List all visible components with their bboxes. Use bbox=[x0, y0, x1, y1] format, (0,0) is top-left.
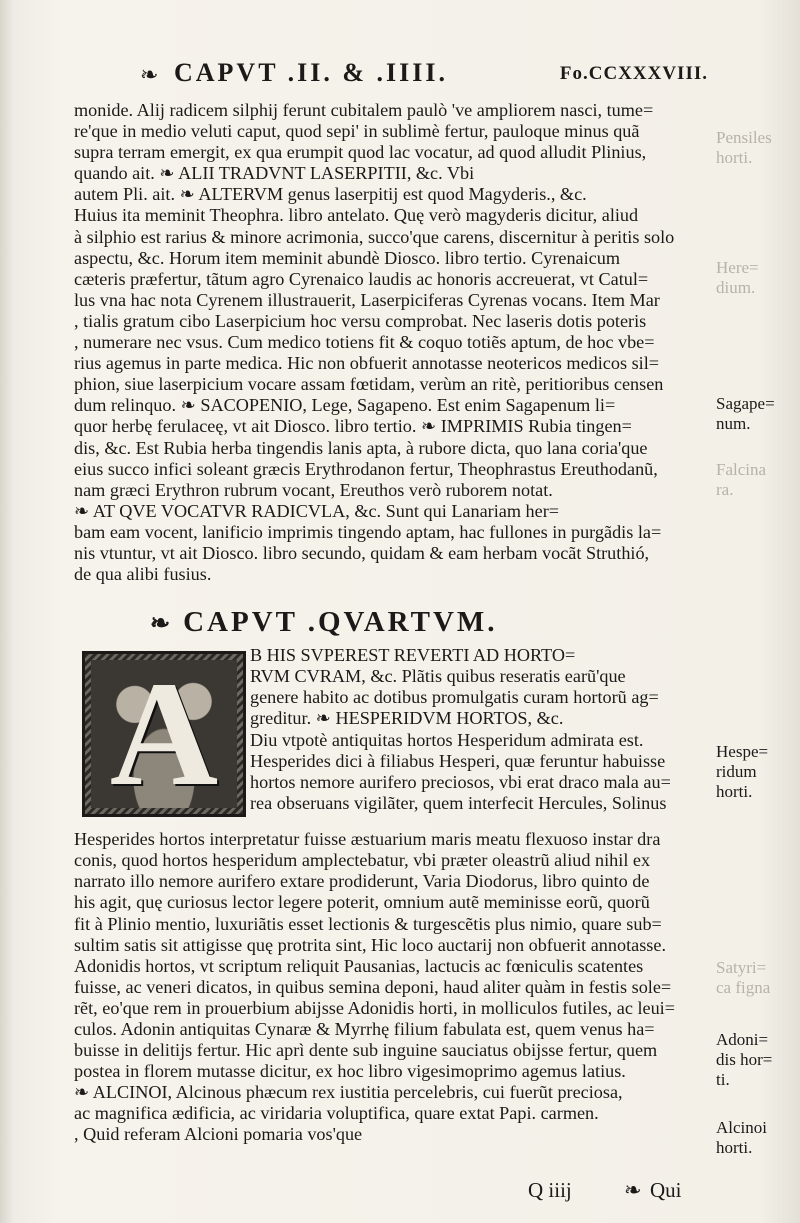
text-line: , numerare nec vsus. Cum medico totiens fit & coquo totiẽs aptum, de hoc vbe= bbox=[74, 332, 655, 353]
margin-note-sagapenum: Sagape= num. bbox=[716, 394, 775, 433]
running-title: CAPVT .II. & .IIII. bbox=[174, 58, 448, 87]
text-line: cæteris præfertur, tãtum agro Cyrenaico laudis ac honoris accreuerat, vt Catul= bbox=[74, 268, 649, 289]
text-line: de qua alibi fusius. bbox=[74, 564, 212, 585]
text-line: ❧ AT QVE VOCATVR RADICVLA, &c. Sunt qui Lanariam her= bbox=[74, 500, 560, 521]
margin-note-falcinarum: Falcina ra. bbox=[716, 460, 767, 499]
text-line: autem Pli. ait. ❧ ALTERVM genus laserpitij est quod Magyderis., &c. bbox=[74, 184, 587, 205]
text-line: nis vtuntur, vt ait Diosco. libro secundo, quidam & eam herbam vocãt Struthió, bbox=[74, 542, 650, 563]
main-text-block bbox=[74, 100, 704, 1146]
initial-paragraph bbox=[74, 645, 704, 829]
text-line: RVM CVRAM, &c. Plãtis quibus reseratis earũ'que bbox=[250, 666, 626, 687]
text-line: sultim satis sit attigisse quę protrita sint, Hic loco auctarij non obfuerit annotasse. bbox=[74, 934, 666, 955]
text-line: dum relinquo. ❧ SACOPENIO, Lege, Sagapeno. Est enim Sagapenum li= bbox=[74, 395, 616, 416]
margin-note-hesperidum: Hespe= ridum horti. bbox=[716, 742, 769, 801]
text-line: Huius ita meminit Theophra. libro antelato. Quę verò magyderis dicitur, aliud bbox=[74, 205, 639, 226]
text-line: fit à Plinio mentio, luxuriãtis esset lectionis & turgescẽtis plus nimio, quare sub= bbox=[74, 913, 662, 934]
text-line: culos. Adonin antiquitas Cynaræ & Myrrhę filium fabulata est, quem venus ha= bbox=[74, 1019, 655, 1039]
text-line: genere habito ac dotibus promulgatis curam hortorũ ag= bbox=[250, 687, 659, 708]
page-footer bbox=[500, 1176, 700, 1206]
commentary-text-bottom bbox=[74, 829, 704, 1145]
decorated-initial-woodcut bbox=[82, 651, 246, 817]
text-line: re'que in medio veluti caput, quod sepi' in sublimè fertur, pauloque minus quã bbox=[74, 121, 640, 142]
text-line: eius succo infici soleant græcis Erythrodanon fertur, Theophrastus Ereuthodanũ, bbox=[74, 458, 658, 479]
text-line: rius agemus in parte medica. Hic non obfuerit annotasse neotericos medicos sil= bbox=[74, 353, 660, 374]
text-line: quor herbę ferulaceę, vt ait Diosco. libro tertio. ❧ IMPRIMIS Rubia tingen= bbox=[74, 416, 632, 437]
text-line: his agit, quę curiosus lector legere poterit, omnium autẽ meminisse eorũ, quorũ bbox=[74, 892, 650, 913]
commentary-text-top bbox=[74, 100, 704, 585]
margin-note-alcinoi: Alcinoi horti. bbox=[716, 1118, 767, 1157]
text-line: dis, &c. Est Rubia herba tingendis lanis apta, à rubore dicta, quo lana coria'que bbox=[74, 437, 648, 458]
text-line: ac magnifica ædificia, ac viridaria voluptifica, quare extat Papi. carmen. bbox=[74, 1103, 599, 1124]
text-line: greditur. ❧ HESPERIDVM HORTOS, &c. bbox=[250, 708, 564, 729]
initial-paragraph-lines bbox=[250, 645, 706, 814]
text-line: B HIS SVPEREST REVERTI AD HORTO= bbox=[250, 645, 576, 666]
text-line: phion, siue laserpicium vocare assam fœtidam, verùm an ritè, peritioribus censen bbox=[74, 374, 664, 395]
margin-note-heredium: Here= dium. bbox=[716, 258, 759, 297]
text-line: rea obseruans vigilãter, quem interfecit Hercules, Solinus bbox=[250, 792, 667, 813]
text-line: supra terram emergit, ex qua erumpit quod lac vocatur, ad quod alludit Plinius, bbox=[74, 142, 647, 163]
text-line: aspectu, &c. Horum item meminit abundè Diosco. libro tertio. Cyrenaicum bbox=[74, 247, 620, 268]
margin-note-adonidis: Adoni= dis hor= ti. bbox=[716, 1030, 773, 1089]
text-line: Diu vtpotè antiquitas hortos Hesperidum admirata est. bbox=[250, 729, 644, 750]
text-line: bam eam vocent, lanificio imprimis tingendo aptam, hac fullones in purgãdis la= bbox=[74, 521, 662, 542]
text-line: monide. Alij radicem silphij ferunt cubitalem paulò 've ampliorem nasci, tume= bbox=[74, 100, 654, 120]
text-line: à silphio est rarius & minore acrimonia, succo'que carens, discernitur à peritis solo bbox=[74, 226, 675, 247]
initial-letter: A bbox=[109, 651, 219, 818]
text-line: narrato illo nemore aurifero extare prodiderunt, Varia Diodorus, libro quinto de bbox=[74, 871, 650, 892]
folio-number: Fo.CCXXXVIII. bbox=[559, 63, 708, 84]
text-line: , Quid referam Alcioni pomaria vos'que bbox=[74, 1124, 363, 1145]
running-header bbox=[140, 58, 708, 90]
text-line: , tialis gratum cibo Laserpicium hoc versu comprobat. Nec laseris dotis poteris bbox=[74, 310, 647, 331]
text-line: buisse in delitijs fertur. Hic aprì dente sub inguine sauciatus obijsse fertur, quem bbox=[74, 1040, 658, 1061]
footer-fleuron-icon: ❧ bbox=[624, 1178, 642, 1202]
text-line: postea in florem mutasse dicitur, ex hoc libro vigesimoprimo agemus latius. bbox=[74, 1061, 626, 1082]
text-line: nam græci Erythron rubrum vocant, Ereuthos verò ruborem notat. bbox=[74, 479, 553, 500]
text-line: hortos nemore aurifero preciosos, vbi erat draco mala au= bbox=[250, 771, 671, 792]
text-line: Hesperides hortos interpretatur fuisse æstuarium maris meatu flexuoso instar dra bbox=[74, 829, 661, 850]
text-line: ❧ ALCINOI, Alcinous phæcum rex iustitia percelebris, cui fuerũt preciosa, bbox=[74, 1082, 623, 1103]
chapter-heading bbox=[74, 599, 704, 645]
text-line: quando ait. ❧ ALII TRADVNT LASERPITII, &c. Vbi bbox=[74, 163, 475, 184]
margin-note-satyrica: Satyri= ca figna bbox=[716, 958, 771, 997]
text-line: conis, quod hortos hesperidum amplectebatur, vbi præter oleastrũ aliud nihil ex bbox=[74, 850, 651, 871]
chapter-fleuron-icon: ❧ bbox=[150, 611, 174, 638]
text-line: fuisse, ac veneri dicatos, in quibus semina deponi, haud aliter quàm in festis sole= bbox=[74, 976, 672, 997]
text-line: Adonidis hortos, vt scriptum reliquit Pausanias, lactucis ac fœniculis scatentes bbox=[74, 955, 644, 976]
catchword: Qui bbox=[650, 1178, 682, 1202]
text-line: lus vna hac nota Cyrenem illustrauerit, Laserpiciferas Cyrenas vocans. Item Mar bbox=[74, 289, 660, 310]
margin-note-pensiles: Pensiles horti. bbox=[716, 128, 772, 167]
text-line: rẽt, eo'que rem in prouerbium abijsse Adonidis horti, in molliculos futiles, ac leui= bbox=[74, 997, 675, 1018]
chapter-heading-text: CAPVT .QVARTVM. bbox=[183, 606, 498, 639]
fleuron-icon: ❧ bbox=[140, 62, 159, 87]
signature-mark: Q iiij bbox=[528, 1178, 572, 1202]
text-line: Hesperides dici à filiabus Hesperi, quæ feruntur habuisse bbox=[250, 750, 666, 771]
